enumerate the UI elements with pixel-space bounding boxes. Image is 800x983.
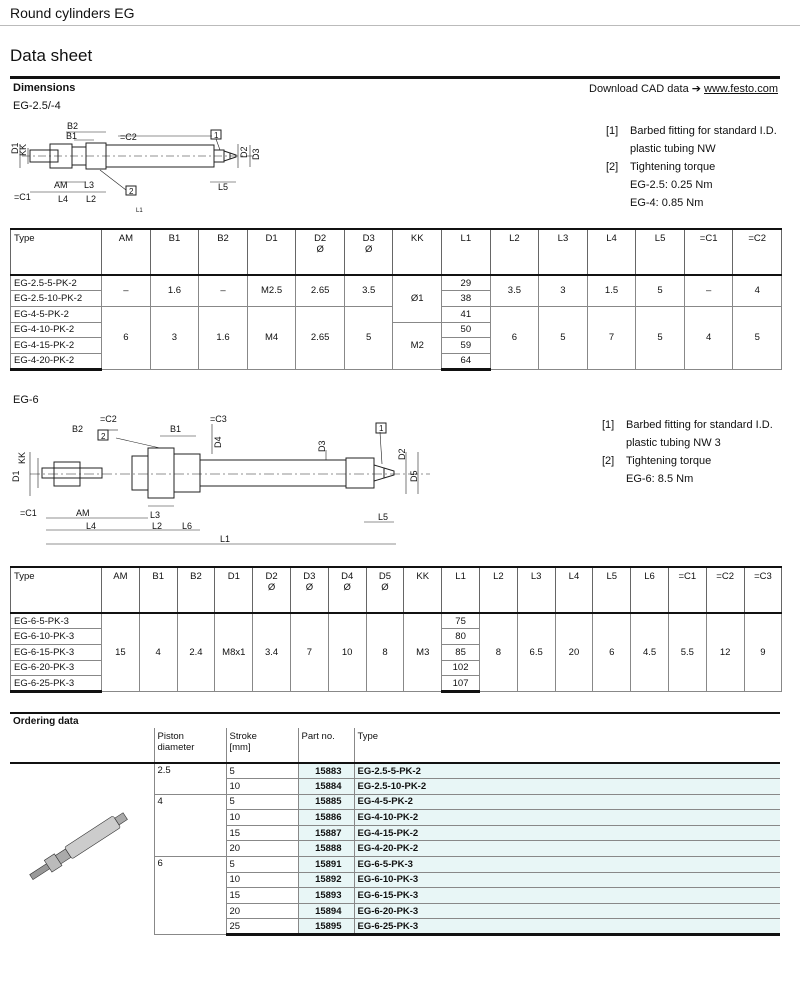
column-header: D1 <box>247 229 296 275</box>
type-code: EG-4-15-PK-2 <box>354 825 780 841</box>
stroke: 20 <box>226 841 298 857</box>
column-header: L4 <box>555 567 593 613</box>
header-divider <box>0 25 800 26</box>
type-code: EG-4-10-PK-2 <box>354 810 780 826</box>
ordering-heading: Ordering data <box>13 716 79 727</box>
drawing-eg-6 <box>10 408 440 550</box>
drawing-eg-2-5 <box>10 114 270 214</box>
type-code: EG-2.5-10-PK-2 <box>354 779 780 795</box>
column-header: L2 <box>490 229 539 275</box>
callout-2-b-text: 2 <box>101 432 106 441</box>
section-rule <box>10 76 780 79</box>
notes-b <box>602 416 773 488</box>
label-l1: L1 <box>136 208 143 214</box>
label-kk: KK <box>18 143 28 156</box>
note-b2-num: [2] <box>602 455 615 467</box>
label-d2-b: D2 <box>397 448 407 460</box>
column-header: L5 <box>593 567 631 613</box>
label-d3-b: D3 <box>317 440 327 452</box>
column-header: L3 <box>539 229 588 275</box>
column-header: L3 <box>517 567 555 613</box>
label-l2: L2 <box>86 194 97 204</box>
table-row: EG-6-5-PK-3 15 4 2.4 M8x1 3.4 7 10 8 M3 75 8 6.5 20 6 4.5 5.5 12 9 <box>11 613 782 629</box>
note-a1-text-2: plastic tubing NW <box>630 143 716 155</box>
label-l5: L5 <box>218 182 229 192</box>
column-header: B1 <box>150 229 199 275</box>
type-code: EG-6-15-PK-3 <box>354 888 780 904</box>
note-b1-text-2: plastic tubing NW 3 <box>626 437 721 449</box>
column-header: D5 Ø <box>366 567 404 613</box>
stroke: 10 <box>226 810 298 826</box>
label-c2-b: =C2 <box>100 414 117 424</box>
stroke: 5 <box>226 857 298 873</box>
label-d3: D3 <box>251 148 261 160</box>
callout-1-text: 1 <box>214 131 219 140</box>
part-number: 15893 <box>298 888 354 904</box>
type-code: EG-6-25-PK-3 <box>354 919 780 935</box>
column-header: L1 <box>442 229 491 275</box>
note-b2-text-2: EG-6: 8.5 Nm <box>626 473 694 485</box>
label-b2: B2 <box>67 121 79 131</box>
ordering-header <box>10 728 780 763</box>
column-header: =C1 <box>668 567 706 613</box>
note-a1-text: Barbed fitting for standard I.D. <box>630 125 777 137</box>
column-header: B2 <box>199 229 248 275</box>
note-b2-text: Tightening torque <box>626 455 712 467</box>
table-row: EG-2.5-10-PK-2 38 <box>11 291 782 307</box>
label-b2-b: B2 <box>72 424 84 434</box>
column-header: Type <box>11 567 102 613</box>
type-code: EG-4-20-PK-2 <box>354 841 780 857</box>
part-number: 15884 <box>298 779 354 795</box>
label-l4-b: L4 <box>86 521 97 531</box>
cylinder-illustration <box>13 808 143 888</box>
header-piston: Piston diameter <box>154 728 226 763</box>
stroke: 15 <box>226 888 298 904</box>
column-header: L5 <box>636 229 685 275</box>
label-d4-b: D4 <box>213 436 223 448</box>
label-kk-b: KK <box>17 451 27 464</box>
table-row: EG-6-20-PK-3 102 <box>11 660 782 676</box>
label-l4: L4 <box>58 194 69 204</box>
note-b1-text: Barbed fitting for standard I.D. <box>626 419 773 431</box>
column-header: D2 Ø <box>296 229 345 275</box>
header-stroke: Stroke [mm] <box>226 728 298 763</box>
page-title: Data sheet <box>10 46 93 65</box>
part-number: 15887 <box>298 825 354 841</box>
table-a-header <box>11 229 782 275</box>
callout-2-text: 2 <box>129 187 134 196</box>
label-c3-b: =C3 <box>210 414 227 424</box>
column-header: D3 Ø <box>290 567 328 613</box>
column-header: D3 Ø <box>344 229 393 275</box>
table-row: EG-6-25-PK-3 107 <box>11 676 782 692</box>
document-title: Round cylinders EG <box>10 5 135 21</box>
column-header: AM <box>102 229 151 275</box>
stroke: 10 <box>226 872 298 888</box>
type-code: EG-2.5-5-PK-2 <box>354 763 780 779</box>
label-l6-b: L6 <box>182 521 193 531</box>
column-header: D4 Ø <box>328 567 366 613</box>
header-type: Type <box>354 728 780 763</box>
label-l3-b: L3 <box>150 510 161 520</box>
label-am: AM <box>54 180 68 190</box>
table-row: EG-6-10-PK-3 80 <box>11 629 782 645</box>
label-d1-b: D1 <box>11 470 21 482</box>
column-header: KK <box>404 567 442 613</box>
note-a2-text-3: EG-4: 0.85 Nm <box>630 197 704 209</box>
label-l5-b: L5 <box>378 512 389 522</box>
type-code: EG-4-5-PK-2 <box>354 794 780 810</box>
type-code: EG-6-5-PK-3 <box>354 857 780 873</box>
column-header: AM <box>102 567 140 613</box>
label-c1-b: =C1 <box>20 508 37 518</box>
column-header: L6 <box>631 567 669 613</box>
column-header: KK <box>393 229 442 275</box>
note-a2-num: [2] <box>606 161 619 173</box>
column-header: L1 <box>442 567 480 613</box>
drawing-b-rod <box>42 468 102 478</box>
stroke: 15 <box>226 825 298 841</box>
column-header: L2 <box>479 567 517 613</box>
column-header: Type <box>11 229 102 275</box>
label-b1: B1 <box>66 131 78 141</box>
table-row: EG-4-20-PK-2 64 <box>11 353 782 369</box>
part-number: 15886 <box>298 810 354 826</box>
stroke: 10 <box>226 779 298 795</box>
label-c2: =C2 <box>120 132 137 142</box>
table-row: EG-4-10-PK-2 M2 50 <box>11 322 782 338</box>
label-l3: L3 <box>84 180 95 190</box>
cad-download <box>589 82 778 95</box>
column-header: L4 <box>587 229 636 275</box>
piston-diameter: 4 <box>154 794 226 856</box>
table-row: EG-4-5-PK-2 6 3 1.6 M4 2.65 5 41 6 5 7 5 4 5 <box>11 306 782 322</box>
column-header: D2 Ø <box>253 567 291 613</box>
column-header: D1 <box>215 567 253 613</box>
table-b-header <box>11 567 782 613</box>
part-number: 15892 <box>298 872 354 888</box>
ordering-table <box>10 728 780 936</box>
drawing-b-nut <box>148 448 174 498</box>
note-b1-num: [1] <box>602 419 615 431</box>
column-header: B2 <box>177 567 215 613</box>
callout-1-b-text: 1 <box>379 424 384 433</box>
column-header: B1 <box>139 567 177 613</box>
stroke: 20 <box>226 903 298 919</box>
label-am-b: AM <box>76 508 90 518</box>
part-number: 15888 <box>298 841 354 857</box>
column-header: =C2 <box>706 567 744 613</box>
column-header: =C2 <box>733 229 782 275</box>
stroke: 5 <box>226 763 298 779</box>
part-number: 15894 <box>298 903 354 919</box>
piston-diameter: 6 <box>154 857 226 935</box>
table-row: EG-2.5-5-PK-2 – 1.6 – M2.5 2.65 3.5 Ø1 29 3.5 3 1.5 5 – 4 <box>11 275 782 291</box>
column-header: =C3 <box>744 567 782 613</box>
table-row: EG-6-15-PK-3 85 <box>11 644 782 660</box>
dimensions-table-b <box>10 566 782 693</box>
note-a2-text: Tightening torque <box>630 161 716 173</box>
cad-link[interactable]: www.festo.com <box>704 83 778 95</box>
label-d2: D2 <box>239 146 249 158</box>
dimensions-heading: Dimensions <box>13 82 76 94</box>
label-l1-b: L1 <box>220 534 231 544</box>
header-part: Part no. <box>298 728 354 763</box>
variant-a-name: EG-2.5/-4 <box>13 100 61 112</box>
note-a2-text-2: EG-2.5: 0.25 Nm <box>630 179 713 191</box>
type-code: EG-6-20-PK-3 <box>354 903 780 919</box>
notes-a <box>606 122 777 212</box>
label-d5-b: D5 <box>409 470 419 482</box>
piston-diameter: 2.5 <box>154 763 226 794</box>
table-row <box>10 763 780 779</box>
dimensions-table-a <box>10 228 782 371</box>
label-d1: D1 <box>10 142 20 154</box>
cad-prefix: Download CAD data ➔ <box>589 83 701 95</box>
label-l2-b: L2 <box>152 521 163 531</box>
label-b1-b: B1 <box>170 424 182 434</box>
variant-b-name: EG-6 <box>13 394 39 406</box>
part-number: 15891 <box>298 857 354 873</box>
stroke: 5 <box>226 794 298 810</box>
ordering-rule <box>10 712 780 714</box>
product-image <box>10 763 154 935</box>
table-row: EG-4-15-PK-2 59 <box>11 338 782 354</box>
type-code: EG-6-10-PK-3 <box>354 872 780 888</box>
column-header: =C1 <box>684 229 733 275</box>
part-number: 15883 <box>298 763 354 779</box>
part-number: 15885 <box>298 794 354 810</box>
stroke: 25 <box>226 919 298 935</box>
note-a1-num: [1] <box>606 125 619 137</box>
label-c1: =C1 <box>14 192 31 202</box>
drawing-b-barrel <box>200 460 346 486</box>
part-number: 15895 <box>298 919 354 935</box>
